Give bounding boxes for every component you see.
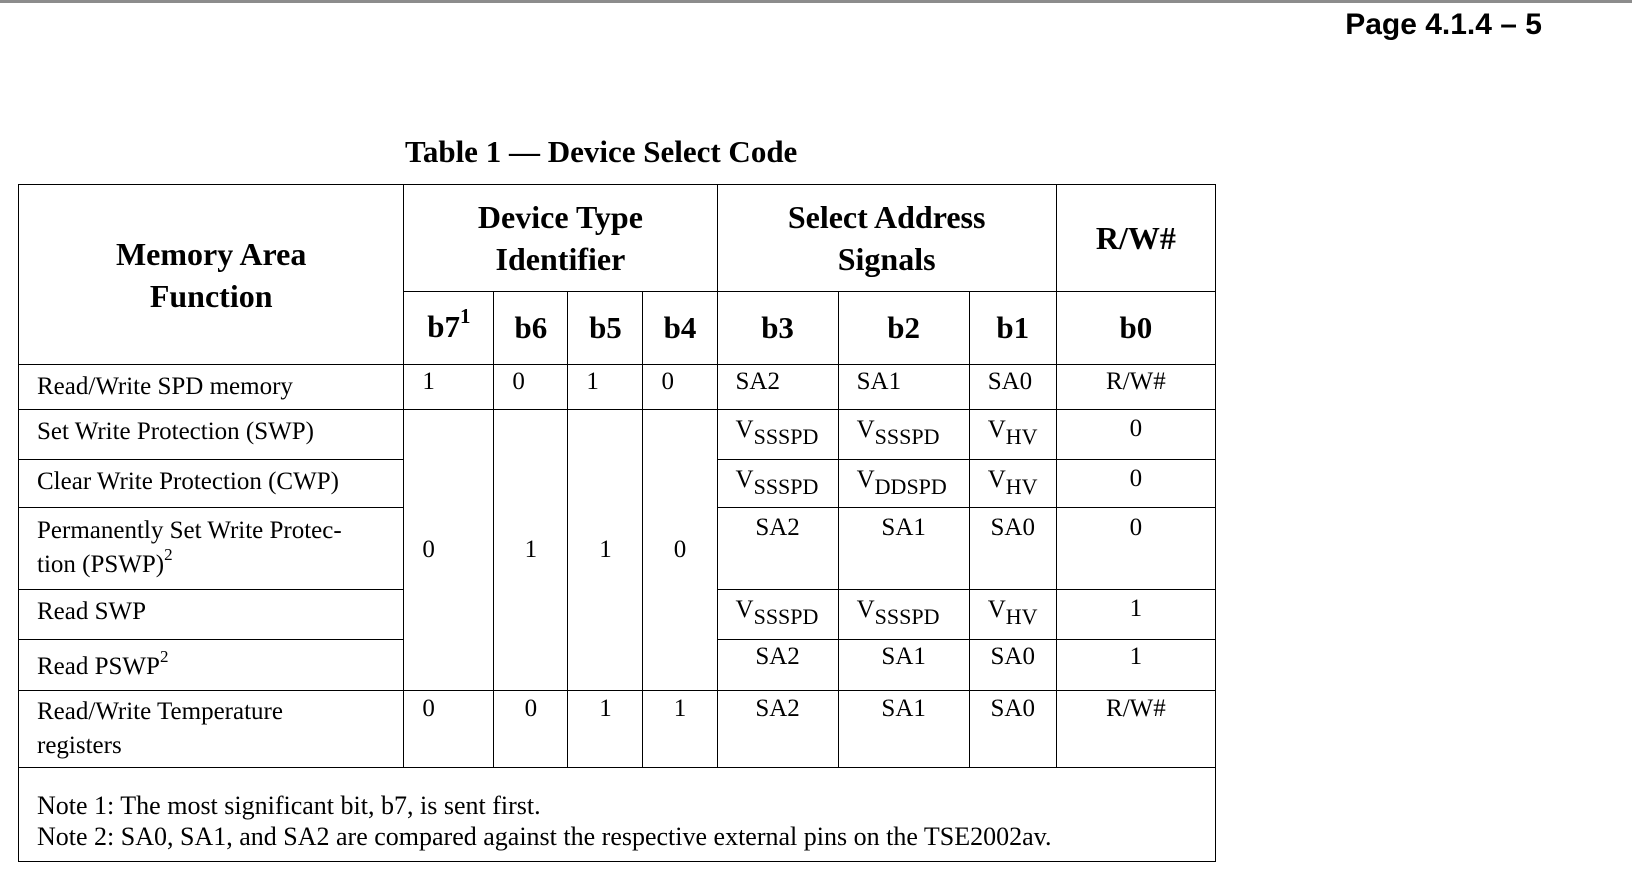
cell-b1: SA0 [969,508,1056,590]
cell-b0: 1 [1056,640,1215,691]
page-number: Page 4.1.4 – 5 [1345,8,1542,41]
table-title: Table 1 — Device Select Code [405,134,798,169]
cell-b3-main: V [735,416,754,443]
cell-b0: 0 [1056,410,1215,460]
cell-b0: R/W# [1056,691,1215,768]
cell-b3-main: V [735,596,754,623]
cell-b5: 1 [568,365,643,410]
cell-b0: 0 [1056,460,1215,508]
header-b3: b3 [717,292,838,365]
row-function: Read SWP [19,590,404,640]
cell-b6-shared: 1 [494,410,568,691]
header-rw: R/W# [1056,185,1215,292]
row-function-text: Read PSWP [37,653,160,680]
cell-b2-sub: SSSPD [874,424,940,449]
cell-b5: 1 [568,691,643,768]
row-function [19,508,404,590]
cell-b7: 0 [404,691,494,768]
cell-b0: 0 [1056,508,1215,590]
cell-b1 [969,460,1056,508]
header-b7 [404,292,494,365]
row-function-line1: Read/Write Temperature [37,698,283,725]
header-function: Memory Area Function [19,185,404,365]
cell-b1-sub: HV [1005,474,1038,499]
cell-b3-sub: SSSPD [753,424,819,449]
cell-b4: 0 [643,365,717,410]
header-b7-label: b7 [427,308,460,344]
header-b6: b6 [494,292,568,365]
header-b5: b5 [568,292,643,365]
cell-b7: 1 [404,365,494,410]
cell-b6: 0 [494,365,568,410]
cell-b3-sub: SSSPD [753,604,819,629]
header-b0: b0 [1056,292,1215,365]
cell-b2: SA1 [838,691,969,768]
cell-b1-main: V [987,416,1006,443]
top-rule [0,0,1632,3]
cell-b3: SA2 [717,691,838,768]
cell-b4-shared: 0 [643,410,717,691]
cell-b1: SA0 [969,640,1056,691]
header-b1: b1 [969,292,1056,365]
cell-b3 [717,590,838,640]
row-function [19,691,404,768]
header-b2: b2 [838,292,969,365]
cell-b2 [838,410,969,460]
cell-b1: SA0 [969,691,1056,768]
header-device-type: Device Type Identifier [404,185,717,292]
cell-b2-main: V [856,466,875,493]
cell-b3 [717,460,838,508]
cell-b1: SA0 [969,365,1056,410]
cell-b4: 1 [643,691,717,768]
cell-b1-main: V [987,596,1006,623]
row-function-line1: Permanently Set Write Protec- [37,517,342,544]
cell-b0: R/W# [1056,365,1215,410]
cell-b7-shared: 0 [404,410,494,691]
header-select-address: Select Address Signals [717,185,1056,292]
row-function [19,640,404,691]
cell-b3: SA2 [717,365,838,410]
cell-b2 [838,590,969,640]
header-row [19,185,1216,292]
row-function: Set Write Protection (SWP) [19,410,404,460]
note-1: Note 1: The most significant bit, b7, is sent first. [37,791,541,820]
cell-b2: SA1 [838,365,969,410]
cell-b2-sub: DDSPD [874,474,947,499]
cell-b2 [838,460,969,508]
cell-b2-main: V [856,416,875,443]
table-row [19,691,1216,768]
cell-b3: SA2 [717,508,838,590]
cell-b2-sub: SSSPD [874,604,940,629]
cell-b1-sub: HV [1005,604,1038,629]
cell-b2-main: V [856,596,875,623]
cell-b3-sub: SSSPD [753,474,819,499]
cell-b6: 0 [494,691,568,768]
device-select-code-table [18,184,1216,862]
row-function: Clear Write Protection (CWP) [19,460,404,508]
header-b4: b4 [643,292,717,365]
table-row [19,365,1216,410]
cell-b1-sub: HV [1005,424,1038,449]
cell-b2: SA1 [838,508,969,590]
row-function-line2: registers [37,732,122,759]
cell-b1-main: V [987,466,1006,493]
notes-row [19,768,1216,862]
header-b7-note: 1 [459,303,471,328]
cell-b1 [969,410,1056,460]
table-notes [19,768,1216,862]
row-function-note: 2 [159,647,169,666]
cell-b3: SA2 [717,640,838,691]
cell-b1 [969,590,1056,640]
cell-b2: SA1 [838,640,969,691]
row-function-note: 2 [164,545,173,564]
cell-b0: 1 [1056,590,1215,640]
cell-b5-shared: 1 [568,410,643,691]
cell-b3-main: V [735,466,754,493]
row-function-line2: tion (PSWP) [37,551,165,578]
table-row [19,410,1216,460]
row-function: Read/Write SPD memory [19,365,404,410]
cell-b3 [717,410,838,460]
note-2: Note 2: SA0, SA1, and SA2 are compared against the respective external pins on the TSE2002av. [37,822,1052,851]
